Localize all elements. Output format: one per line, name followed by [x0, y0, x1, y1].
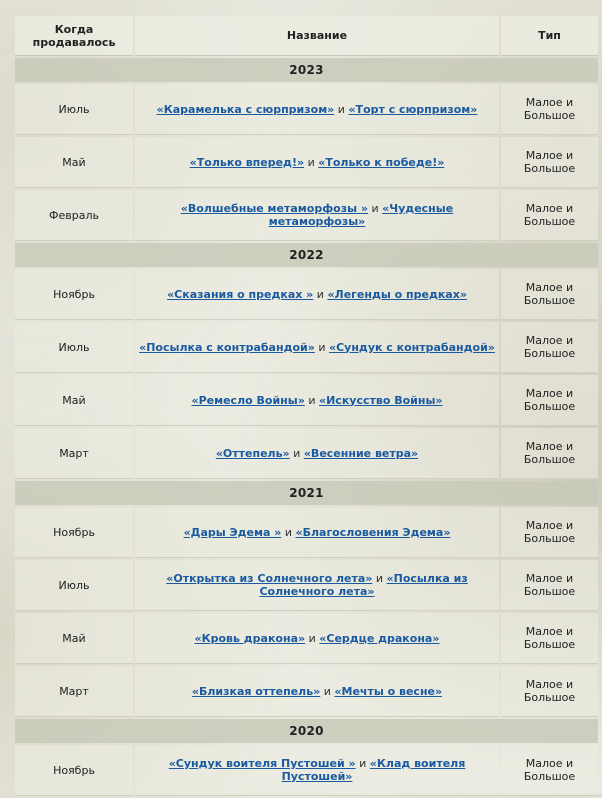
connector-text: и — [307, 155, 315, 169]
pack-link-large[interactable]: «Искусство Войны» — [318, 393, 443, 407]
pack-link-small[interactable]: «Оттепель» — [215, 446, 290, 460]
connector-text: и — [318, 340, 326, 354]
month-cell: Март — [15, 428, 133, 479]
table-body — [15, 58, 598, 796]
header-when: Когда продавалось — [15, 16, 133, 56]
packs-table — [13, 14, 600, 798]
table-row — [15, 375, 598, 426]
type-cell: Малое и Большое — [501, 375, 598, 426]
pack-link-large[interactable]: «Мечты о весне» — [334, 684, 443, 698]
pack-link-small[interactable]: «Сундук воителя Пустошей » — [168, 757, 356, 770]
pack-link-large[interactable]: «Легенды о предках» — [327, 287, 467, 301]
type-cell: Малое и Большое — [501, 613, 598, 664]
table-row — [15, 322, 598, 373]
type-cell: Малое и Большое — [501, 560, 598, 611]
pack-link-small[interactable]: «Волшебные метаморфозы » — [180, 202, 368, 215]
type-cell: Малое и Большое — [501, 190, 598, 241]
name-cell — [135, 560, 499, 611]
year-label: 2021 — [15, 481, 598, 505]
name-cell — [135, 137, 499, 188]
month-cell: Февраль — [15, 190, 133, 241]
month-cell: Июль — [15, 322, 133, 373]
year-label: 2022 — [15, 243, 598, 267]
pack-link-large[interactable]: «Благословения Эдема» — [295, 525, 451, 539]
pack-link-small[interactable]: «Только вперед!» — [189, 155, 305, 169]
year-label: 2020 — [15, 719, 598, 743]
month-cell: Май — [15, 137, 133, 188]
type-cell: Малое и Большое — [501, 428, 598, 479]
connector-text: и — [308, 631, 316, 645]
pack-link-small[interactable]: «Близкая оттепель» — [191, 684, 321, 698]
pack-link-large[interactable]: «Сундук с контрабандой» — [328, 340, 495, 354]
name-cell — [135, 507, 499, 558]
pack-link-large[interactable]: «Торт с сюрпризом» — [348, 102, 478, 116]
type-cell: Малое и Большое — [501, 269, 598, 320]
name-cell — [135, 666, 499, 717]
year-row — [15, 481, 598, 505]
name-cell — [135, 745, 499, 796]
name-cell — [135, 190, 499, 241]
connector-text: и — [293, 446, 301, 460]
month-cell: Ноябрь — [15, 269, 133, 320]
year-row — [15, 719, 598, 743]
year-row — [15, 243, 598, 267]
pack-link-large[interactable]: «Чудесные метаморфозы» — [268, 202, 454, 228]
pack-link-large[interactable]: «Клад воителя Пустошей» — [281, 757, 466, 783]
type-cell: Малое и Большое — [501, 322, 598, 373]
name-cell — [135, 269, 499, 320]
connector-text: и — [337, 102, 345, 116]
type-cell: Малое и Большое — [501, 745, 598, 796]
connector-text: и — [323, 684, 331, 698]
pack-link-small[interactable]: «Ремесло Войны» — [191, 393, 305, 407]
name-cell — [135, 375, 499, 426]
table-row — [15, 190, 598, 241]
connector-text: и — [359, 757, 367, 770]
connector-text: и — [284, 525, 292, 539]
pack-link-large[interactable]: «Посылка из Солнечного лета» — [259, 572, 468, 598]
month-cell: Май — [15, 375, 133, 426]
table-row — [15, 84, 598, 135]
table-row — [15, 428, 598, 479]
connector-text: и — [316, 287, 324, 301]
pack-link-large[interactable]: «Только к победе!» — [318, 155, 445, 169]
table-row — [15, 269, 598, 320]
year-row — [15, 58, 598, 82]
table-row — [15, 507, 598, 558]
type-cell: Малое и Большое — [501, 666, 598, 717]
type-cell: Малое и Большое — [501, 84, 598, 135]
connector-text: и — [371, 202, 379, 215]
pack-link-small[interactable]: «Открытка из Солнечного лета» — [166, 572, 373, 585]
name-cell — [135, 613, 499, 664]
top-cut-text — [0, 0, 602, 14]
header-name: Название — [135, 16, 499, 56]
connector-text: и — [375, 572, 384, 585]
type-cell: Малое и Большое — [501, 507, 598, 558]
pack-link-large[interactable]: «Весенние ветра» — [303, 446, 419, 460]
type-cell: Малое и Большое — [501, 137, 598, 188]
month-cell: Июль — [15, 560, 133, 611]
month-cell: Май — [15, 613, 133, 664]
connector-text: и — [308, 393, 316, 407]
pack-link-small[interactable]: «Сказания о предках » — [167, 287, 314, 301]
year-label: 2023 — [15, 58, 598, 82]
month-cell: Ноябрь — [15, 745, 133, 796]
table-row — [15, 137, 598, 188]
pack-link-small[interactable]: «Дары Эдема » — [183, 525, 282, 539]
table-header-row — [15, 16, 598, 56]
table-row — [15, 613, 598, 664]
table-row — [15, 745, 598, 796]
pack-link-large[interactable]: «Сердце дракона» — [319, 631, 440, 645]
name-cell — [135, 428, 499, 479]
pack-link-small[interactable]: «Карамелька с сюрпризом» — [156, 102, 335, 116]
pack-link-small[interactable]: «Посылка с контрабандой» — [139, 340, 315, 354]
header-type: Тип — [501, 16, 598, 56]
month-cell: Ноябрь — [15, 507, 133, 558]
table-row — [15, 560, 598, 611]
pack-link-small[interactable]: «Кровь дракона» — [194, 631, 306, 645]
table-row — [15, 666, 598, 717]
name-cell — [135, 84, 499, 135]
month-cell: Июль — [15, 84, 133, 135]
month-cell: Март — [15, 666, 133, 717]
name-cell — [135, 322, 499, 373]
